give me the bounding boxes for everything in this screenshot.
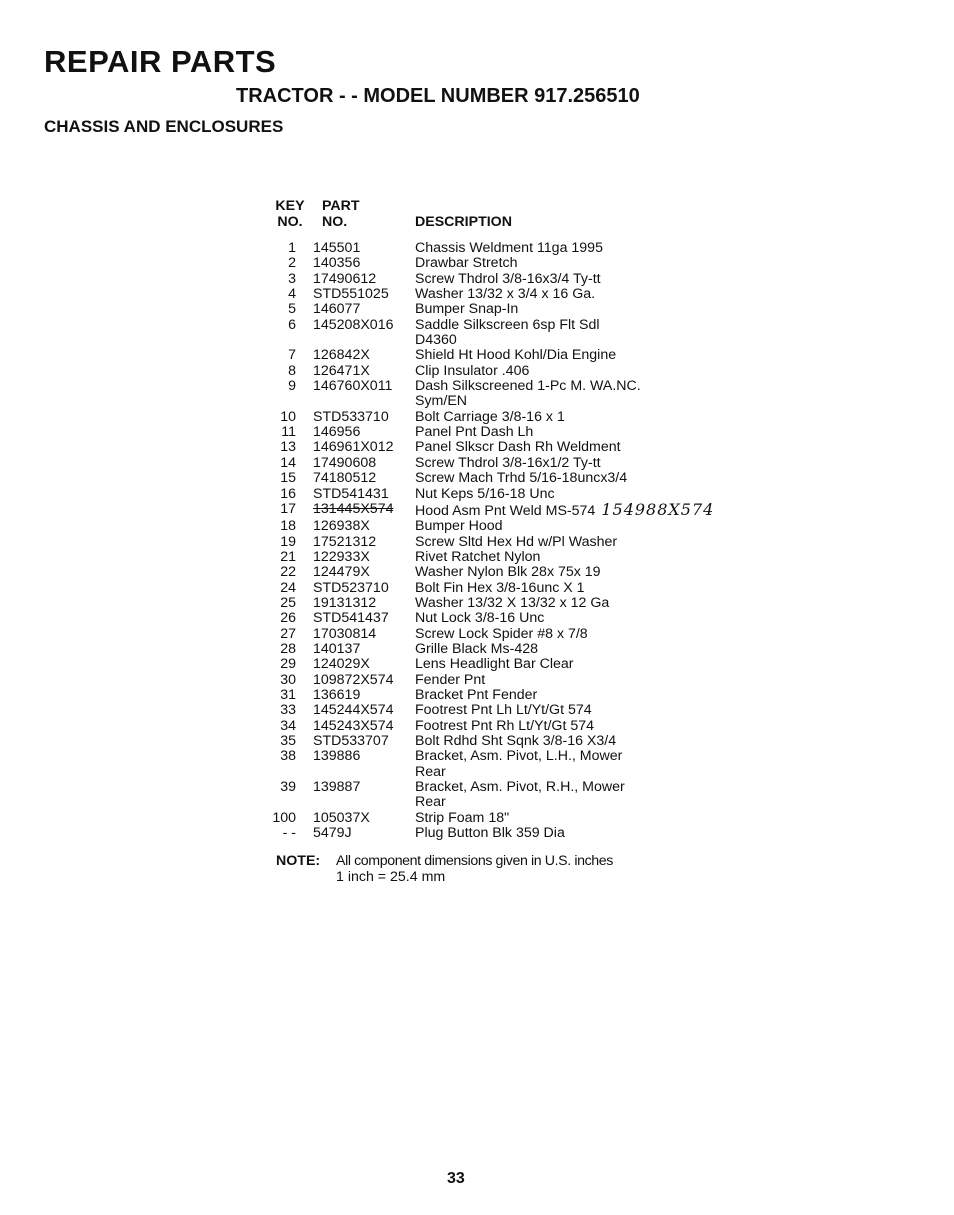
- table-row: [270, 673, 775, 688]
- key-number: 17: [280, 500, 296, 517]
- part-number: 146961X012: [313, 439, 394, 456]
- key-number: 24: [280, 579, 296, 596]
- part-number: 126842X: [313, 347, 370, 364]
- model-subtitle: TRACTOR - - MODEL NUMBER 917.256510: [236, 85, 640, 107]
- part-no-header: PART NO.: [322, 198, 360, 230]
- part-description: Bolt Carriage 3/8-16 x 1: [415, 408, 565, 425]
- key-number: 39: [280, 779, 296, 796]
- key-number: 27: [280, 625, 296, 642]
- part-number: 5479J: [313, 825, 352, 842]
- key-number: 10: [280, 408, 296, 425]
- table-row: [270, 550, 775, 565]
- key-number: 13: [280, 439, 296, 456]
- page-title: REPAIR PARTS: [44, 44, 277, 79]
- part-description: Footrest Pnt Rh Lt/Yt/Gt 574: [415, 717, 595, 734]
- part-number: 126938X: [313, 518, 370, 535]
- part-description: Chassis Weldment 11ga 1995: [415, 240, 603, 256]
- part-description: Washer 13/32 X 13/32 x 12 Ga: [415, 594, 610, 611]
- parts-rows: [270, 241, 775, 841]
- part-description: Bolt Rdhd Sht Sqnk 3/8-16 X3/4: [415, 733, 617, 749]
- part-number: 109872X574: [313, 671, 394, 688]
- part-description: Screw Lock Spider #8 x 7/8: [415, 625, 588, 642]
- part-number: 124479X: [313, 564, 370, 581]
- part-number: 146077: [313, 301, 361, 318]
- part-number: 19131312: [313, 594, 377, 611]
- part-number: 146956: [313, 424, 361, 441]
- table-row: [270, 688, 775, 703]
- part-description: Bumper Snap-In: [415, 301, 519, 318]
- key-number: 38: [280, 748, 296, 765]
- table-row: [270, 241, 775, 256]
- key-number: 33: [280, 702, 296, 719]
- table-row: [270, 456, 775, 471]
- part-number: 145244X574: [313, 702, 394, 719]
- table-row: [270, 826, 775, 841]
- part-description: Screw Thdrol 3/8-16x3/4 Ty-tt: [415, 270, 601, 287]
- key-number: 26: [280, 610, 296, 627]
- part-number: 17490612: [313, 270, 377, 287]
- note-label: NOTE:: [276, 853, 321, 869]
- table-row: [270, 596, 775, 611]
- part-description: Footrest Pnt Lh Lt/Yt/Gt 574: [415, 702, 592, 719]
- table-row: [270, 519, 775, 534]
- parts-table: [270, 199, 775, 841]
- note-text: All component dimensions given in U.S. inches 1 inch = 25.4 mm: [336, 853, 613, 885]
- part-description: Washer Nylon Blk 28x 75x 19: [415, 564, 601, 581]
- part-number: STD551025: [313, 286, 389, 303]
- key-number: 28: [280, 640, 296, 657]
- part-description: Screw Mach Trhd 5/16-18uncx3/4: [415, 470, 628, 487]
- part-number: 145208X016: [313, 316, 394, 333]
- table-row: [270, 657, 775, 672]
- table-row: [270, 499, 775, 519]
- key-number: 3: [288, 270, 296, 287]
- key-number: 18: [280, 518, 296, 535]
- key-no-header: KEY NO.: [275, 198, 305, 230]
- key-number: 31: [280, 686, 296, 703]
- part-description: Panel Slkscr Dash Rh Weldment: [415, 439, 621, 456]
- key-number: 100: [272, 809, 296, 826]
- part-description: Shield Ht Hood Kohl/Dia Engine: [415, 347, 617, 364]
- key-number: 1: [288, 240, 296, 256]
- table-row: [270, 734, 775, 749]
- table-row: [270, 719, 775, 734]
- part-number: 74180512: [313, 470, 377, 487]
- part-number: STD533710: [313, 408, 389, 425]
- section-heading: CHASSIS AND ENCLOSURES: [44, 117, 284, 136]
- key-number: 2: [288, 255, 296, 272]
- key-number: 22: [280, 564, 296, 581]
- part-description: Hood Asm Pnt Weld MS-574 154988X574: [415, 499, 715, 519]
- part-number: 139887: [313, 779, 361, 796]
- part-description: Nut Lock 3/8-16 Unc: [415, 610, 545, 627]
- table-header: [270, 199, 775, 230]
- table-row: [270, 379, 775, 410]
- table-row: [270, 811, 775, 826]
- part-description: Bolt Fin Hex 3/8-16unc X 1: [415, 579, 585, 596]
- table-row: [270, 642, 775, 657]
- key-number: 11: [281, 424, 296, 441]
- part-description: Clip Insulator .406: [415, 362, 530, 379]
- table-row: [270, 440, 775, 455]
- part-description: Screw Thdrol 3/8-16x1/2 Ty-tt: [415, 454, 601, 471]
- part-description: Bracket, Asm. Pivot, L.H., Mower Rear: [415, 748, 623, 780]
- table-row: [270, 565, 775, 580]
- table-row: [270, 425, 775, 440]
- part-description: Strip Foam 18": [415, 809, 510, 826]
- part-number: 17521312: [313, 533, 377, 550]
- table-row: [270, 471, 775, 486]
- part-number: 105037X: [313, 809, 370, 826]
- page-number: 33: [447, 1170, 465, 1187]
- table-row: [270, 272, 775, 287]
- part-number: 17490608: [313, 454, 377, 471]
- part-number: 145243X574: [313, 717, 394, 734]
- part-description: Bracket Pnt Fender: [415, 686, 538, 703]
- part-number: 126471X: [313, 362, 370, 379]
- key-number: 8: [288, 362, 296, 379]
- part-number: STD533707: [313, 733, 389, 749]
- part-description: Washer 13/32 x 3/4 x 16 Ga.: [415, 286, 596, 303]
- table-row: [270, 302, 775, 317]
- table-row: [270, 364, 775, 379]
- key-number: 25: [280, 594, 296, 611]
- key-number: 6: [288, 316, 296, 333]
- part-description: Bumper Hood: [415, 518, 503, 535]
- part-description: Plug Button Blk 359 Dia: [415, 825, 565, 842]
- part-description: Fender Pnt: [415, 671, 486, 688]
- table-row: [270, 627, 775, 642]
- key-number: 15: [280, 470, 296, 487]
- handwritten-part-number: 154988X574: [601, 499, 715, 519]
- part-number: 140356: [313, 255, 361, 272]
- part-description: Bracket, Asm. Pivot, R.H., Mower Rear: [415, 779, 625, 811]
- key-number: 34: [280, 717, 296, 734]
- table-row: [270, 287, 775, 302]
- key-number: 29: [280, 656, 296, 673]
- key-number: - -: [282, 825, 296, 842]
- part-number: 139886: [313, 748, 361, 765]
- part-description: Rivet Ratchet Nylon: [415, 548, 541, 565]
- table-row: [270, 703, 775, 718]
- part-description: Dash Silkscreened 1-Pc M. WA.NC. Sym/EN: [415, 378, 641, 410]
- description-header: DESCRIPTION: [415, 213, 512, 230]
- table-row: [270, 780, 775, 811]
- table-row: [270, 256, 775, 271]
- part-number: STD541437: [313, 610, 389, 627]
- note: [276, 853, 613, 885]
- part-description: Lens Headlight Bar Clear: [415, 656, 574, 673]
- part-description: Drawbar Stretch: [415, 255, 518, 272]
- key-number: 19: [280, 533, 296, 550]
- table-row: [270, 410, 775, 425]
- key-number: 21: [280, 548, 296, 565]
- table-row: [270, 535, 775, 550]
- key-number: 35: [280, 733, 296, 749]
- table-row: [270, 611, 775, 626]
- part-number: 17030814: [313, 625, 377, 642]
- part-number: 145501: [313, 240, 361, 256]
- part-number: STD523710: [313, 579, 389, 596]
- part-description: Saddle Silkscreen 6sp Flt Sdl D4360: [415, 316, 600, 349]
- key-number: 9: [288, 378, 296, 395]
- key-number: 4: [288, 286, 296, 303]
- key-number: 5: [288, 301, 296, 318]
- part-number: 124029X: [313, 656, 370, 673]
- key-number: 14: [280, 454, 296, 471]
- part-number: 122933X: [313, 548, 370, 565]
- key-number: 30: [280, 671, 296, 688]
- table-row: [270, 749, 775, 780]
- part-description: Grille Black Ms-428: [415, 640, 538, 657]
- part-number: 140137: [313, 640, 361, 657]
- key-number: 16: [280, 485, 296, 502]
- part-number: 146760X011: [313, 378, 393, 395]
- key-number: 7: [288, 347, 296, 364]
- part-number-struck: 131445X574: [313, 500, 394, 517]
- part-description: Panel Pnt Dash Lh: [415, 424, 534, 441]
- part-number: 136619: [313, 686, 361, 703]
- part-description: Screw Sltd Hex Hd w/Pl Washer: [415, 533, 618, 550]
- table-row: [270, 581, 775, 596]
- table-row: [270, 318, 775, 349]
- part-number: STD541431: [313, 485, 389, 502]
- table-row: [270, 348, 775, 363]
- part-description: Nut Keps 5/16-18 Unc: [415, 485, 555, 502]
